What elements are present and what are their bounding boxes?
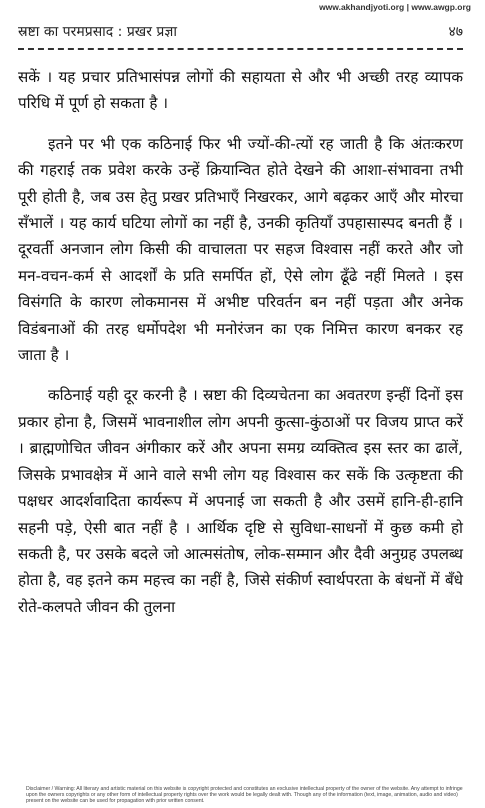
paragraph-continuation: सकें । यह प्रचार प्रतिभासंपन्न लोगों की सहायता से और भी अच्छी तरह व्यापक परिधि में पूर्ण हो सकता है ।: [18, 68, 463, 113]
page-body: [18, 64, 463, 634]
paragraph: कठिनाई यही दूर करनी है । स्रष्टा की दिव्यचेतना का अवतरण इन्हीं दिनों इस प्रकार होना है, जिसमें भावनाशील लोग अपनी कुत्सा-कुंठाओं पर विजय प्राप्त करें । ब्राह्मणोचित जीवन अंगीकार करें और अपना समग्र व्यक्तित्व इस स्तर का ढालें, जिसके प्रभावक्षेत्र में आने वाले सभी लोग यह विश्वास कर सकें कि उत्कृष्टता की पक्षधर आदर्शवादिता कार्यरूप में अपनाई जा सकती है और उसमें हानि-ही-हानि सहनी पड़े, ऐसी बात नहीं है । आर्थिक दृष्टि से सुविधा-साधनों में कुछ कमी हो सकती है, पर उसके बदले जो आत्मसंतोष, लोक-सम्मान और दैवी अनुग्रह उपलब्ध होता है, वह इतने कम महत्त्व का नहीं है, जिसे संकीर्ण स्वार्थपरता के बंधनों में बँधे रोते-कलपते जीवन की तुलना: [18, 386, 463, 616]
paragraph: इतने पर भी एक कठिनाई फिर भी ज्यों-की-त्यों रह जाती है कि अंतःकरण की गहराई तक प्रवेश करके उन्हें क्रियान्वित होते देखने की आशा-संभावना तभी पूरी होती है, जब उस हेतु प्रखर प्रतिभाएँ निखरकर, आगे बढ़कर आएँ और मोरचा सँभालें । यह कार्य घटिया लोगों का नहीं है, उनकी कृतियाँ उपहासास्पद बनती हैं । दूरवर्ती अनजान लोग किसी की वाचालता पर सहज विश्वास नहीं करते और जो मन-वचन-कर्म से आदर्शों के प्रति समर्पित हों, ऐसे लोग ढूँढे नहीं मिलते । इस विसंगति के कारण लोकमानस में अभीष्ट परिवर्तन बन नहीं पड़ता और अनेक विडंबनाओं की तरह धर्मोपदेश भी मनोरंजन का एक निमित्त कारण बनकर रह जाता है ।: [18, 134, 463, 365]
site-url: www.akhandjyoti.org | www.awgp.org: [319, 2, 471, 12]
header-divider: [18, 48, 463, 50]
page-header: [18, 22, 463, 44]
book-title: स्रष्टा का परमप्रसाद : प्रखर प्रज्ञा: [18, 24, 178, 40]
page-number: ४७: [448, 24, 463, 40]
disclaimer-text: Disclaimer / Warning: All literary and artistic material on this website is copyright protected and constitutes an exclusive intellectual property of the owner of the website. Any attempt to infringe upon the owners copyrights or any other form of intellectual property rights over the work would be legally dealt with. Though any of the information (text, image, animation, audio and video) present on the website can be used for propagation with prior written consent.: [26, 786, 463, 804]
